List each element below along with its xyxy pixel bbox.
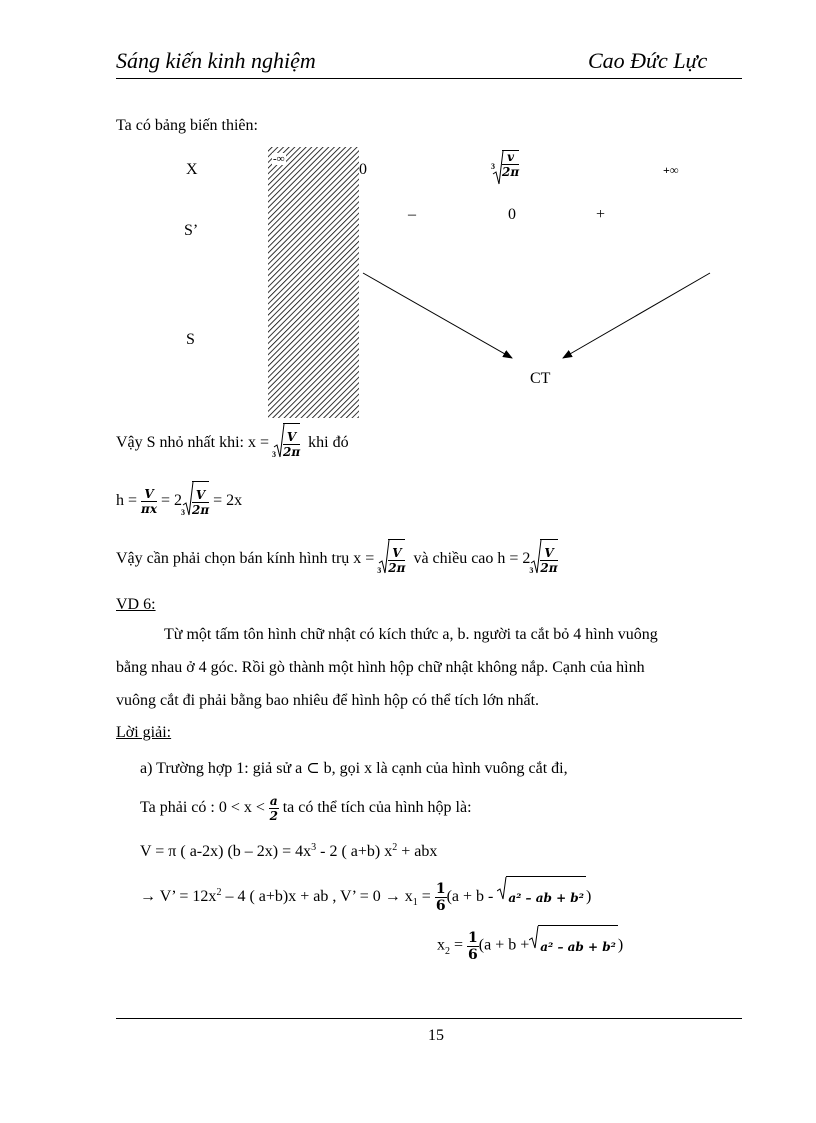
problem-line-2: bằng nhau ở 4 góc. Rồi gò thành một hình hộp chữ nhật không nắp. Cạnh của hình: [116, 659, 645, 676]
footer-rule: [116, 1018, 742, 1019]
choose-radius-line: Vậy cần phải chọn bán kính hình trụ x = 3 $\frac{V}{2\pi}$ và chiều cao h = 2 3 $\frac{V}{2\pi}$: [116, 539, 558, 580]
cube-root-critical: [492, 150, 519, 178]
neg-infinity: -∞: [273, 153, 285, 165]
min-condition-line: Vậy S nhỏ nhất khi: x = 3 $\frac{V}{2\pi}$ khi đó: [116, 423, 349, 464]
condition-line: Ta phải có : 0 < x < $\frac{a}{2}$ ta có thể tích của hình hộp là:: [140, 793, 472, 823]
pos-infinity: +∞: [663, 163, 679, 177]
sprime-zero: 0: [508, 206, 516, 223]
root-numerator: v: [502, 151, 519, 165]
row-label-s: S: [186, 331, 195, 348]
example-heading: VD 6:: [116, 596, 156, 613]
volume-formula: V = π ( a-2x) $(b - 2x) = 4x^3 - 2$ ( a+b) $x^2$ + abx: [140, 842, 438, 860]
derivative-formula: → V’ = $12x^2 - 4$ ( a+b)x + ab , V’ = $0 \to x_1$ = $\frac{1}{6}$ (a + b - a² – ab + b² ): [140, 873, 591, 923]
problem-line-3: vuông cắt đi phải bằng bao nhiêu để hình hộp có thể tích lớn nhất.: [116, 692, 540, 709]
increasing-arrow: [563, 273, 710, 358]
x2-formula: $x_2$ = $\frac{1}{6}$ (a + b + a² – ab + b² ): [437, 925, 623, 972]
root-denominator: 2π: [502, 165, 520, 179]
height-formula-line: h = $\frac{V}{\pi x}$ = 2 3 $\frac{V}{2\pi}$ = 2x: [116, 481, 242, 522]
row-label-sprime: S’: [184, 222, 199, 239]
problem-line-1: Từ một tấm tôn hình chữ nhật có kích thức a, b. người ta cắt bỏ 4 hình vuông: [164, 626, 658, 643]
solution-heading: Lời giải:: [116, 724, 172, 741]
sign-minus: –: [408, 206, 416, 223]
minimum-label: CT: [530, 370, 551, 387]
decreasing-arrow: [363, 273, 512, 358]
hatched-region: [268, 147, 359, 418]
header-left: Sáng kiến kinh nghiệm: [116, 48, 316, 73]
sign-plus: +: [596, 206, 606, 223]
intro-text: Ta có bảng biến thiên:: [116, 117, 258, 134]
page-number: 15: [428, 1027, 444, 1044]
row-label-x: X: [186, 161, 198, 178]
x-zero: 0: [359, 161, 367, 178]
header-right: Cao Đức Lực: [588, 48, 708, 73]
root-index: 3: [491, 162, 495, 171]
case-a-line: a) Trường hợp 1: giả sử a ⊂ b, gọi x là cạnh của hình vuông cắt đi,: [140, 760, 568, 777]
